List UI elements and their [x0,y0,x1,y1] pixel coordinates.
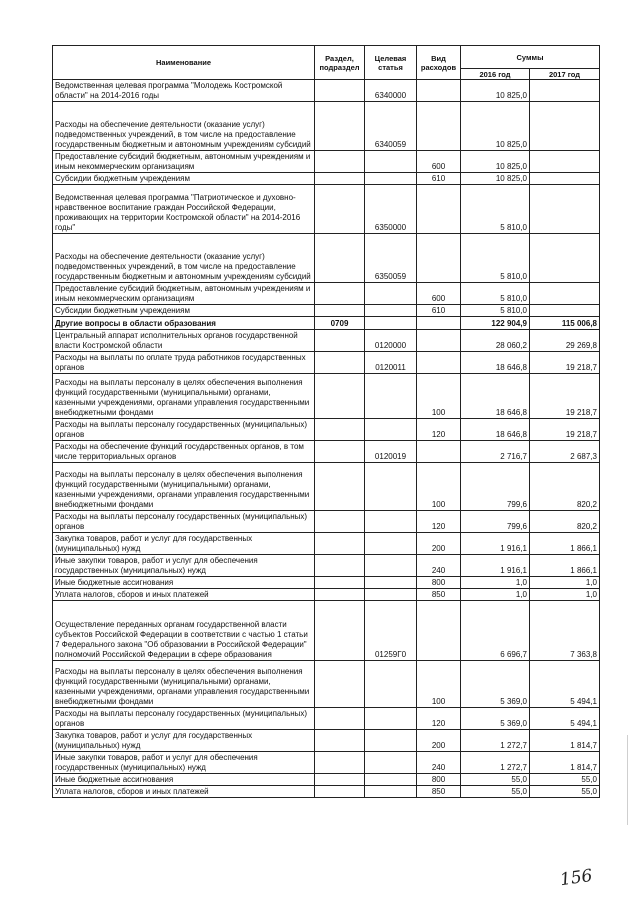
cell-kind: 850 [417,786,461,798]
cell-name: Расходы на выплаты по оплате труда работников государственных органов [53,352,315,374]
cell-kind: 100 [417,374,461,419]
cell-v17 [530,80,600,102]
cell-sec [315,352,365,374]
cell-v17: 2 687,3 [530,441,600,463]
table-row [53,774,600,786]
cell-kind: 120 [417,419,461,441]
scan-edge-mark [627,735,628,825]
cell-tgt: 0120019 [365,441,417,463]
cell-kind: 200 [417,730,461,752]
cell-sec [315,589,365,601]
cell-sec [315,463,365,511]
cell-v16: 10 825,0 [461,151,530,173]
cell-v16: 10 825,0 [461,173,530,185]
table-row [53,419,600,441]
cell-sec [315,80,365,102]
cell-tgt [365,283,417,305]
cell-tgt [365,661,417,708]
cell-v16: 5 810,0 [461,234,530,283]
cell-v16: 799,6 [461,511,530,533]
cell-v17: 820,2 [530,511,600,533]
cell-v16: 18 646,8 [461,419,530,441]
cell-v17 [530,185,600,234]
cell-v17: 1 814,7 [530,752,600,774]
table-row [53,752,600,774]
cell-name: Субсидии бюджетным учреждениям [53,305,315,317]
cell-sec [315,441,365,463]
cell-v16: 18 646,8 [461,374,530,419]
cell-name: Расходы на выплаты персоналу государственных (муниципальных) органов [53,419,315,441]
cell-kind: 600 [417,283,461,305]
cell-sec [315,419,365,441]
cell-kind: 600 [417,151,461,173]
header-kind: Вид расходов [417,46,461,80]
table-row [53,730,600,752]
table-row [53,374,600,419]
cell-name: Осуществление переданных органам государственной власти субъектов Российской Федерации в соответствии с частью 1 статьи 7 Федерального закона "Об образовании в Российской Федерации" полномочий Российской Федерации в сфере образования [53,601,315,661]
cell-sec [315,601,365,661]
header-sums: Суммы [461,46,600,69]
cell-sec [315,511,365,533]
cell-tgt: 6350000 [365,185,417,234]
cell-name: Иные бюджетные ассигнования [53,577,315,589]
cell-v16: 1,0 [461,589,530,601]
cell-kind: 120 [417,708,461,730]
cell-name: Ведомственная целевая программа "Молодежь Костромской области" на 2014-2016 годы [53,80,315,102]
cell-sec [315,774,365,786]
cell-kind [417,185,461,234]
table-row [53,234,600,283]
table-row [53,589,600,601]
cell-v16: 799,6 [461,463,530,511]
header-name: Наименование [53,46,315,80]
cell-v17: 19 218,7 [530,374,600,419]
cell-kind [417,234,461,283]
cell-kind: 100 [417,463,461,511]
cell-v17: 55,0 [530,774,600,786]
cell-v17: 115 006,8 [530,317,600,330]
cell-name: Закупка товаров, работ и услуг для государственных (муниципальных) нужд [53,533,315,555]
table-row [53,80,600,102]
header-section: Раздел, подраздел [315,46,365,80]
cell-name: Уплата налогов, сборов и иных платежей [53,589,315,601]
cell-kind: 800 [417,774,461,786]
cell-tgt [365,317,417,330]
cell-tgt: 0120000 [365,330,417,352]
cell-name: Расходы на выплаты персоналу в целях обеспечения выполнения функций государственными (муниципальными) органами, казенными учреждениями, органами управления государственными внебюджетными фондами [53,374,315,419]
cell-v17 [530,283,600,305]
table-row [53,708,600,730]
cell-v17: 1,0 [530,577,600,589]
cell-v17: 29 269,8 [530,330,600,352]
cell-kind: 200 [417,533,461,555]
table-row [53,102,600,151]
cell-v17: 820,2 [530,463,600,511]
cell-v17: 1 866,1 [530,533,600,555]
cell-tgt: 0120011 [365,352,417,374]
cell-sec [315,185,365,234]
cell-sec [315,730,365,752]
cell-v16: 18 646,8 [461,352,530,374]
cell-sec [315,102,365,151]
table-row [53,283,600,305]
cell-name: Предоставление субсидий бюджетным, автономным учреждениям и иным некоммерческим организациям [53,151,315,173]
cell-v16: 1 272,7 [461,752,530,774]
cell-sec [315,555,365,577]
table-row [53,533,600,555]
table-row [53,661,600,708]
cell-name: Расходы на обеспечение деятельности (оказание услуг) подведомственных учреждений, в том числе на предоставление государственным бюджетным и автономным учреждениям субсидий [53,234,315,283]
cell-tgt [365,151,417,173]
header-target: Целевая статья [365,46,417,80]
cell-tgt [365,511,417,533]
cell-tgt [365,419,417,441]
cell-tgt [365,577,417,589]
cell-name: Расходы на выплаты персоналу государственных (муниципальных) органов [53,708,315,730]
cell-v16: 1 916,1 [461,533,530,555]
cell-v16: 5 810,0 [461,283,530,305]
table-row [53,173,600,185]
cell-tgt [365,463,417,511]
cell-name: Иные закупки товаров, работ и услуг для обеспечения государственных (муниципальных) нужд [53,555,315,577]
cell-v17: 7 363,8 [530,601,600,661]
table-row [53,317,600,330]
cell-v16: 1,0 [461,577,530,589]
cell-kind [417,330,461,352]
cell-kind [417,80,461,102]
cell-tgt [365,774,417,786]
cell-v16: 5 810,0 [461,305,530,317]
cell-sec: 0709 [315,317,365,330]
cell-kind [417,317,461,330]
cell-tgt [365,708,417,730]
cell-kind: 850 [417,589,461,601]
cell-name: Ведомственная целевая программа "Патриотическое и духовно-нравственное воспитание граждан Российской Федерации, проживающих на территории Костромской области" на 2014-2016 годы" [53,185,315,234]
cell-v16: 122 904,9 [461,317,530,330]
cell-sec [315,786,365,798]
cell-sec [315,151,365,173]
cell-v17: 55,0 [530,786,600,798]
cell-v17 [530,173,600,185]
cell-v16: 6 696,7 [461,601,530,661]
cell-v17 [530,305,600,317]
cell-name: Расходы на обеспечение деятельности (оказание услуг) подведомственных учреждений, в том числе на предоставление государственным бюджетным и автономным учреждениям субсидий [53,102,315,151]
cell-v16: 2 716,7 [461,441,530,463]
cell-sec [315,173,365,185]
cell-kind [417,601,461,661]
cell-tgt: 6350059 [365,234,417,283]
cell-name: Субсидии бюджетным учреждениям [53,173,315,185]
cell-v17: 5 494,1 [530,708,600,730]
cell-v17: 19 218,7 [530,352,600,374]
header-year-2016: 2016 год [461,69,530,80]
cell-sec [315,330,365,352]
cell-v17 [530,102,600,151]
cell-v16: 10 825,0 [461,80,530,102]
cell-name: Расходы на выплаты персоналу в целях обеспечения выполнения функций государственными (муниципальными) органами, казенными учреждениями, органами управления государственными внебюджетными фондами [53,463,315,511]
cell-sec [315,234,365,283]
budget-table [52,45,600,798]
cell-v16: 55,0 [461,774,530,786]
cell-tgt [365,533,417,555]
cell-v17: 1 814,7 [530,730,600,752]
cell-tgt [365,752,417,774]
table-row [53,511,600,533]
cell-name: Предоставление субсидий бюджетным, автономным учреждениям и иным некоммерческим организациям [53,283,315,305]
cell-v16: 1 916,1 [461,555,530,577]
cell-v17: 1 866,1 [530,555,600,577]
cell-tgt: 01259Г0 [365,601,417,661]
cell-v16: 1 272,7 [461,730,530,752]
table-row [53,786,600,798]
header-year-2017: 2017 год [530,69,600,80]
cell-kind: 610 [417,305,461,317]
cell-tgt [365,173,417,185]
cell-v17: 19 218,7 [530,419,600,441]
table-row [53,555,600,577]
cell-name: Уплата налогов, сборов и иных платежей [53,786,315,798]
table-row [53,185,600,234]
cell-v17: 1,0 [530,589,600,601]
cell-kind: 800 [417,577,461,589]
cell-v16: 10 825,0 [461,102,530,151]
cell-name: Иные закупки товаров, работ и услуг для обеспечения государственных (муниципальных) нужд [53,752,315,774]
table-row [53,463,600,511]
cell-kind [417,352,461,374]
cell-name: Центральный аппарат исполнительных органов государственной власти Костромской области [53,330,315,352]
cell-sec [315,374,365,419]
cell-sec [315,577,365,589]
cell-sec [315,708,365,730]
cell-tgt [365,589,417,601]
page-number: 156 [558,865,594,891]
cell-kind [417,441,461,463]
table-row [53,601,600,661]
table-row [53,441,600,463]
table-row [53,577,600,589]
cell-name: Расходы на обеспечение функций государственных органов, в том числе территориальных органов [53,441,315,463]
cell-tgt [365,374,417,419]
cell-v16: 5 810,0 [461,185,530,234]
cell-v16: 5 369,0 [461,661,530,708]
cell-tgt: 6340059 [365,102,417,151]
cell-kind: 100 [417,661,461,708]
cell-sec [315,661,365,708]
cell-tgt [365,786,417,798]
cell-tgt [365,730,417,752]
cell-v16: 28 060,2 [461,330,530,352]
table-row [53,330,600,352]
cell-tgt [365,305,417,317]
cell-v16: 5 369,0 [461,708,530,730]
cell-sec [315,283,365,305]
table-row [53,151,600,173]
cell-kind: 120 [417,511,461,533]
cell-v17 [530,151,600,173]
cell-name: Закупка товаров, работ и услуг для государственных (муниципальных) нужд [53,730,315,752]
cell-name: Расходы на выплаты персоналу в целях обеспечения выполнения функций государственными (муниципальными) органами, казенными учреждениями, органами управления государственными внебюджетными фондами [53,661,315,708]
cell-kind [417,102,461,151]
table-body [53,80,600,798]
cell-sec [315,305,365,317]
cell-kind: 240 [417,752,461,774]
cell-kind: 610 [417,173,461,185]
cell-sec [315,752,365,774]
cell-tgt: 6340000 [365,80,417,102]
cell-v17 [530,234,600,283]
table-row [53,352,600,374]
cell-name: Расходы на выплаты персоналу государственных (муниципальных) органов [53,511,315,533]
cell-tgt [365,555,417,577]
cell-v17: 5 494,1 [530,661,600,708]
cell-name: Иные бюджетные ассигнования [53,774,315,786]
cell-kind: 240 [417,555,461,577]
cell-v16: 55,0 [461,786,530,798]
table-row [53,305,600,317]
cell-name: Другие вопросы в области образования [53,317,315,330]
cell-sec [315,533,365,555]
